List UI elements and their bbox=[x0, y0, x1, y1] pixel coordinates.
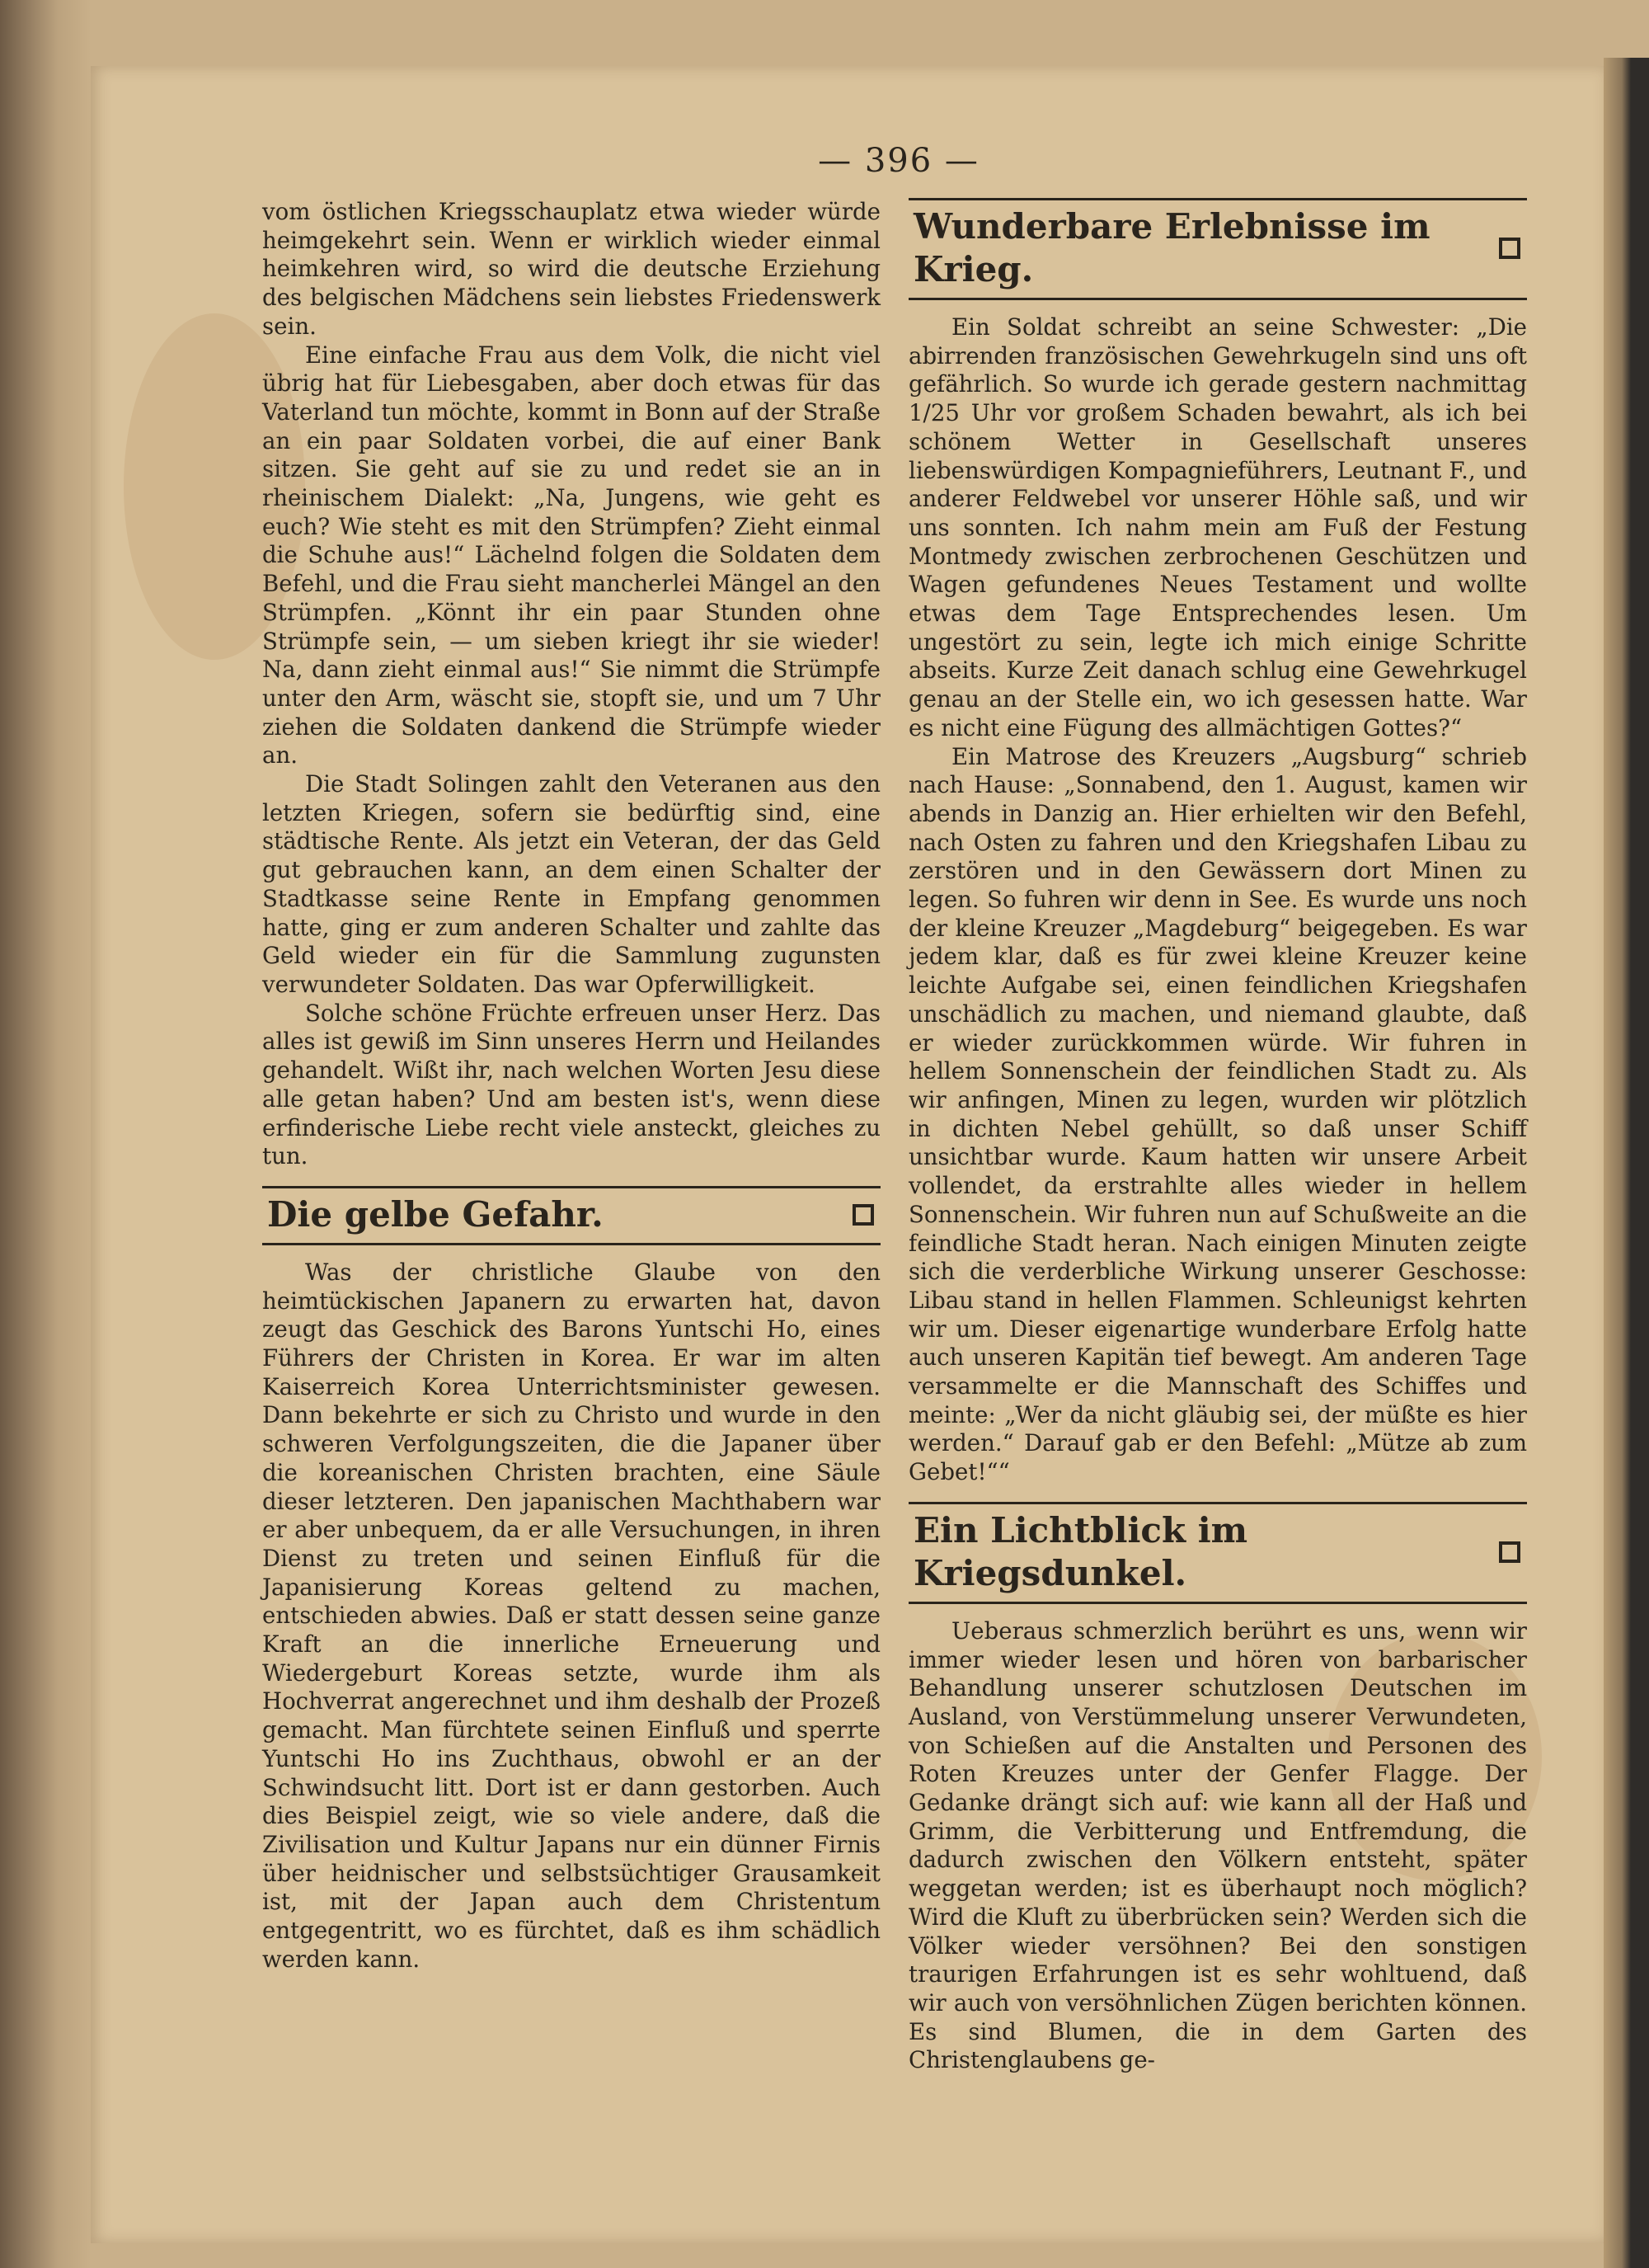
section-title: Die gelbe Gefahr. bbox=[267, 1193, 604, 1235]
paragraph: Was der christliche Glaube von den heimtückischen Japanern zu erwarten hat, davon zeugt das Geschick des Barons Yuntschi Ho, eines Führers der Christen in Korea. Er war im alten Kaiserreich Korea Unterrichtsminister gewesen. Dann bekehrte er sich zu Christo und wurde in den schweren Verfolgungszeiten, die die Japaner über die koreanischen Christen brachten, eine Säule dieser letzteren. Den japanischen Machthabern war er aber unbequem, da er alle Versuchungen, in ihren Dienst zu treten und seinen Einfluß für die Japanisierung Koreas geltend zu machen, entschieden abwies. Daß er statt dessen seine ganze Kraft an die innerliche Erneuerung und Wiedergeburt Koreas setzte, wurde ihm als Hochverrat angerechnet und ihm deshalb der Prozeß gemacht. Man fürchtete seinen Einfluß und sperrte Yuntschi Ho ins Zuchthaus, obwohl er an der Schwindsucht litt. Dort ist er dann gestorben. Auch dies Beispiel zeigt, wie so viele andere, daß die Zivilisation und Kultur Japans nur ein dünner Firnis über heidnischer und selbstsüchtiger Grausamkeit ist, mit der Japan auch dem Christentum entgegentritt, wo es fürchtet, daß es ihm schädlich werden kann. bbox=[262, 1258, 881, 1973]
paragraph: vom östlichen Kriegsschauplatz etwa wieder würde heimgekehrt sein. Wenn er wirklich wieder einmal heimkehren wird, so wird die deutsche Erziehung des belgischen Mädchens sein liebstes Friedenswerk sein. bbox=[262, 198, 881, 340]
square-ornament-icon bbox=[853, 1204, 874, 1226]
square-ornament-icon bbox=[1499, 238, 1520, 259]
book-edge bbox=[1604, 58, 1649, 2268]
paragraph: Eine einfache Frau aus dem Volk, die nicht viel übrig hat für Liebesgaben, aber doch etwas für das Vaterland tun möchte, kommt in Bonn auf der Straße an ein paar Soldaten vorbei, die auf einer Bank sitzen. Sie geht auf sie zu und redet sie an in rheinischem Dialekt: „Na, Jungens, wie geht es euch? Wie steht es mit den Strümpfen? Zieht einmal die Schuhe aus!“ Lächelnd folgen die Soldaten dem Befehl, und die Frau sieht mancherlei Mängel an den Strümpfen. „Könnt ihr ein paar Stunden ohne Strümpfe sein, — um sieben kriegt ihr sie wieder! Na, dann zieht einmal aus!“ Sie nimmt die Strümpfe unter den Arm, wäscht sie, stopft sie, und um 7 Uhr ziehen die Soldaten dankend die Strümpfe wieder an. bbox=[262, 341, 881, 769]
paragraph: Die Stadt Solingen zahlt den Veteranen aus den letzten Kriegen, sofern sie bedürftig sind, eine städtische Rente. Als jetzt ein Veteran, der das Geld gut gebrauchen kann, an dem einen Schalter der Stadtkasse seine Rente in Empfang genommen hatte, ging er zum anderen Schalter und zahlte das Geld wieder ein für die Sammlung zugunsten verwundeter Soldaten. Das war Opferwilligkeit. bbox=[262, 770, 881, 998]
page-number: — 396 — bbox=[818, 142, 980, 180]
paragraph: Ueberaus schmerzlich berührt es uns, wenn wir immer wieder lesen und hören von barbarischer Behandlung unserer schutzlosen Deutschen im Ausland, von Verstümmelung unserer Verwundeten, von Schießen auf die Anstalten und Personen des Roten Kreuzes unter der Genfer Flagge. Der Gedanke drängt sich auf: wie kann all der Haß und Grimm, die Verbitterung und Entfremdung, die dadurch zwischen den Völkern entsteht, später weggetan werden; ist es überhaupt noch möglich? Wird die Kluft zu überbrücken sein? Werden sich die Völker wieder versöhnen? Bei den sonstigen traurigen Erfahrungen ist es sehr wohltuend, daß wir auch von versöhnlichen Zügen berichten können. Es sind Blumen, die in dem Garten des Christenglaubens ge- bbox=[909, 1616, 1527, 2074]
section-heading bbox=[262, 1186, 881, 1245]
section-title: Wunderbare Erlebnisse im Krieg. bbox=[914, 206, 1431, 289]
paragraph: Ein Matrose des Kreuzers „Augsburg“ schrieb nach Hause: „Sonnabend, den 1. August, kamen wir abends in Danzig an. Hier erhielten wir den Befehl, nach Osten zu fahren und den Kriegshafen Libau zu zerstören und in den Gewässern dort Minen zu legen. So fuhren wir denn in See. Es wurde uns noch der kleine Kreuzer „Magdeburg“ beigegeben. Es war jedem klar, daß es für zwei kleine Kreuzer keine leichte Aufgabe sei, einen feindlichen Kriegshafen unschädlich zu machen, und niemand glaubte, daß er wieder zurückkommen würde. Wir fuhren in hellem Sonnenschein der feindlichen Stadt zu. Als wir anfingen, Minen zu legen, wurden wir plötzlich in dichten Nebel gehüllt, so daß unser Schiff unsichtbar wurde. Kaum hatten wir unsere Arbeit vollendet, da erstrahlte alles wieder in hellem Sonnenschein. Wir fuhren nun auf Schußweite an die feindliche Stadt heran. Nach einigen Minuten zeigte sich die verderbliche Wirkung unserer Geschosse: Libau stand in hellen Flammen. Schleunigst kehrten wir um. Dieser eigenartige wunderbare Erfolg hatte auch unseren Kapitän tief bewegt. Am anderen Tage versammelte er die Mannschaft des Schiffes und meinte: „Wer da nicht gläubig sei, der müßte es hier werden.“ Darauf gab er den Befehl: „Mütze ab zum Gebet!““ bbox=[909, 742, 1527, 1486]
square-ornament-icon bbox=[1499, 1541, 1520, 1563]
right-column bbox=[909, 198, 1527, 2075]
section-heading bbox=[909, 1502, 1527, 1604]
paragraph: Ein Soldat schreibt an seine Schwester: „Die abirrenden französischen Gewehrkugeln sind uns oft gefährlich. So wurde ich gerade gestern nachmittag 1/25 Uhr vor großem Schaden bewahrt, als ich bei schönem Wetter in Gesellschaft unseres liebenswürdigen Kompagnieführers, Leutnant F., und anderer Feldwebel vor unserer Höhle saß, und wir uns sonnten. Ich nahm mein am Fuß der Festung Montmedy zwischen zerbrochenen Geschützen und Wagen gefundenes Neues Testament und wollte etwas dem Tage Entsprechendes lesen. Um ungestört zu sein, legte ich mich einige Schritte abseits. Kurze Zeit danach schlug eine Gewehrkugel genau an der Stelle ein, wo ich gesessen hatte. War es nicht eine Fügung des allmächtigen Gottes?“ bbox=[909, 313, 1527, 741]
left-column bbox=[262, 198, 881, 1974]
section-title: Ein Lichtblick im Kriegsdunkel. bbox=[914, 1509, 1248, 1593]
section-heading bbox=[909, 198, 1527, 300]
paragraph: Solche schöne Früchte erfreuen unser Herz. Das alles ist gewiß im Sinn unseres Herrn und Heilandes gehandelt. Wißt ihr, nach welchen Worten Jesu diese alle getan haben? Und am besten ist's, wenn diese erfinderische Liebe recht viele ansteckt, gleiches zu tun. bbox=[262, 999, 881, 1170]
